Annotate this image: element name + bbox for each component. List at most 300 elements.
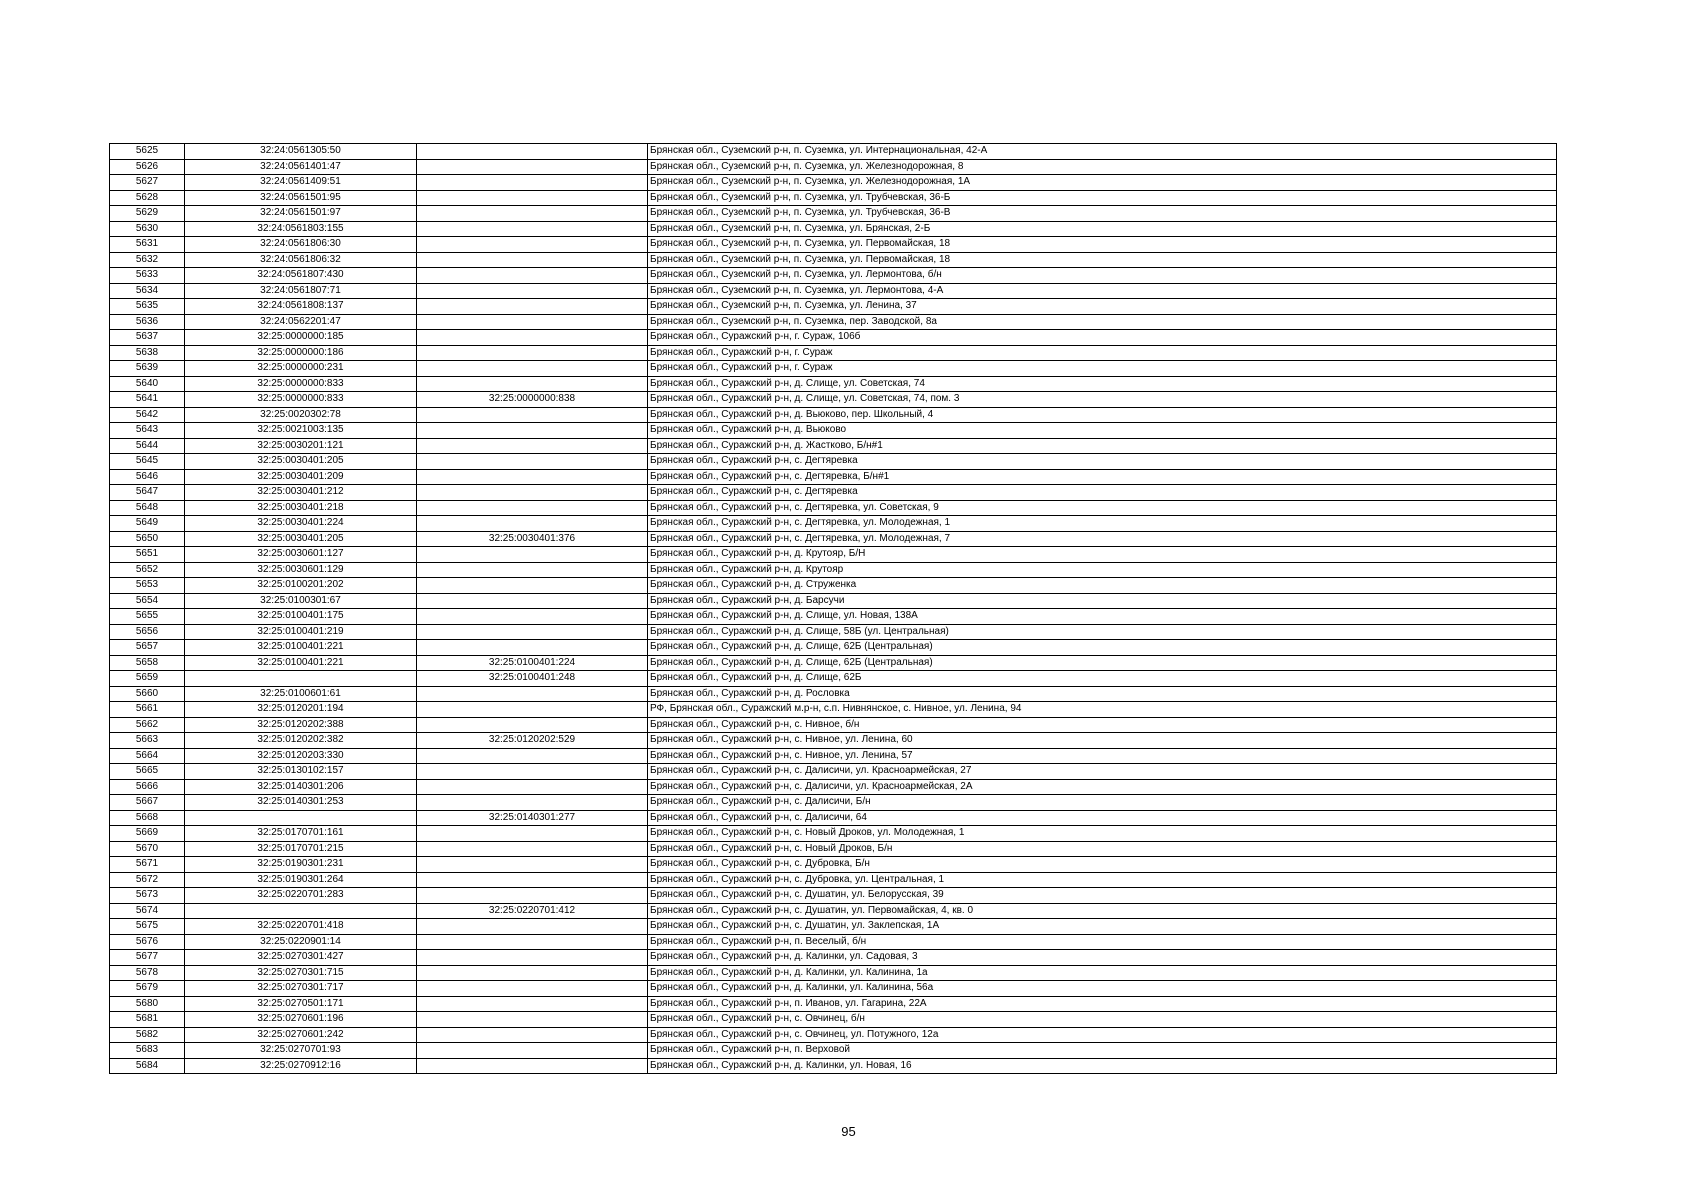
row-number-cell: 5644 [110,438,185,454]
table-row [110,733,1557,749]
cadastral-number-cell: 32:25:0270601:242 [185,1027,417,1043]
cadastral-number-cell: 32:25:0030401:209 [185,469,417,485]
related-cadastral-number-cell [417,779,648,795]
cadastral-number-cell: 32:24:0561808:137 [185,299,417,315]
registry-table-body [110,144,1557,1074]
address-cell: Брянская обл., Суземский р-н, п. Суземка, ул. Первомайская, 18 [648,237,1557,253]
row-number-cell: 5671 [110,857,185,873]
cadastral-number-cell: 32:25:0270501:171 [185,996,417,1012]
table-row [110,516,1557,532]
related-cadastral-number-cell [417,826,648,842]
row-number-cell: 5634 [110,283,185,299]
related-cadastral-number-cell [417,423,648,439]
cadastral-number-cell: 32:24:0561501:95 [185,190,417,206]
table-row [110,500,1557,516]
cadastral-number-cell: 32:25:0030401:205 [185,531,417,547]
table-row [110,795,1557,811]
cadastral-number-cell: 32:24:0561501:97 [185,206,417,222]
cadastral-number-cell: 32:25:0270912:16 [185,1058,417,1074]
address-cell: Брянская обл., Суражский р-н, с. Душатин, ул. Белорусская, 39 [648,888,1557,904]
cadastral-number-cell: 32:25:0030401:212 [185,485,417,501]
table-row [110,748,1557,764]
table-row [110,469,1557,485]
row-number-cell: 5639 [110,361,185,377]
related-cadastral-number-cell [417,562,648,578]
cadastral-number-cell: 32:25:0140301:206 [185,779,417,795]
row-number-cell: 5683 [110,1043,185,1059]
row-number-cell: 5666 [110,779,185,795]
cadastral-number-cell [185,903,417,919]
row-number-cell: 5657 [110,640,185,656]
related-cadastral-number-cell [417,609,648,625]
related-cadastral-number-cell [417,795,648,811]
table-row [110,330,1557,346]
related-cadastral-number-cell [417,469,648,485]
table-row [110,950,1557,966]
table-row [110,671,1557,687]
row-number-cell: 5641 [110,392,185,408]
cadastral-number-cell: 32:24:0561807:430 [185,268,417,284]
table-row [110,826,1557,842]
address-cell: РФ, Брянская обл., Суражский м.р-н, с.п. Нивнянское, с. Нивное, ул. Ленина, 94 [648,702,1557,718]
row-number-cell: 5662 [110,717,185,733]
row-number-cell: 5653 [110,578,185,594]
cadastral-number-cell: 32:24:0561401:47 [185,159,417,175]
related-cadastral-number-cell [417,516,648,532]
row-number-cell: 5660 [110,686,185,702]
related-cadastral-number-cell: 32:25:0030401:376 [417,531,648,547]
row-number-cell: 5680 [110,996,185,1012]
related-cadastral-number-cell [417,748,648,764]
address-cell: Брянская обл., Суземский р-н, п. Суземка, ул. Трубчевская, 36-В [648,206,1557,222]
row-number-cell: 5674 [110,903,185,919]
address-cell: Брянская обл., Суражский р-н, г. Сураж, 106б [648,330,1557,346]
table-row [110,221,1557,237]
related-cadastral-number-cell [417,159,648,175]
table-row [110,423,1557,439]
table-row [110,175,1557,191]
cadastral-number-cell: 32:25:0100601:61 [185,686,417,702]
address-cell: Брянская обл., Суражский р-н, д. Слище, 62Б (Центральная) [648,640,1557,656]
table-row [110,1058,1557,1074]
address-cell: Брянская обл., Суражский р-н, с. Овчинец, б/н [648,1012,1557,1028]
table-row [110,655,1557,671]
related-cadastral-number-cell [417,981,648,997]
related-cadastral-number-cell [417,888,648,904]
related-cadastral-number-cell: 32:25:0000000:838 [417,392,648,408]
cadastral-number-cell: 32:25:0220701:283 [185,888,417,904]
row-number-cell: 5670 [110,841,185,857]
cadastral-number-cell: 32:25:0170701:215 [185,841,417,857]
row-number-cell: 5630 [110,221,185,237]
cadastral-number-cell: 32:25:0000000:833 [185,376,417,392]
row-number-cell: 5669 [110,826,185,842]
related-cadastral-number-cell [417,268,648,284]
address-cell: Брянская обл., Суражский р-н, п. Верховой [648,1043,1557,1059]
table-row [110,578,1557,594]
related-cadastral-number-cell [417,1012,648,1028]
address-cell: Брянская обл., Суражский р-н, с. Дегтяревка, ул. Молодежная, 1 [648,516,1557,532]
address-cell: Брянская обл., Суражский р-н, д. Слище, 62Б [648,671,1557,687]
address-cell: Брянская обл., Суземский р-н, п. Суземка, ул. Интернациональная, 42-А [648,144,1557,160]
table-row [110,283,1557,299]
row-number-cell: 5646 [110,469,185,485]
address-cell: Брянская обл., Суражский р-н, с. Далисичи, ул. Красноармейская, 27 [648,764,1557,780]
table-row [110,299,1557,315]
table-row [110,485,1557,501]
table-row [110,562,1557,578]
address-cell: Брянская обл., Суземский р-н, п. Суземка, ул. Брянская, 2-Б [648,221,1557,237]
related-cadastral-number-cell [417,206,648,222]
address-cell: Брянская обл., Суражский р-н, с. Дегтяревка, ул. Советская, 9 [648,500,1557,516]
address-cell: Брянская обл., Суражский р-н, с. Нивное, ул. Ленина, 57 [648,748,1557,764]
row-number-cell: 5642 [110,407,185,423]
row-number-cell: 5633 [110,268,185,284]
table-row [110,1027,1557,1043]
table-row [110,640,1557,656]
table-row [110,1043,1557,1059]
row-number-cell: 5638 [110,345,185,361]
table-row [110,857,1557,873]
cadastral-number-cell: 32:25:0100401:219 [185,624,417,640]
registry-table [109,143,1557,1074]
cadastral-number-cell: 32:25:0140301:253 [185,795,417,811]
table-row [110,888,1557,904]
related-cadastral-number-cell [417,252,648,268]
related-cadastral-number-cell [417,686,648,702]
row-number-cell: 5673 [110,888,185,904]
address-cell: Брянская обл., Суземский р-н, п. Суземка, ул. Железнодорожная, 1А [648,175,1557,191]
address-cell: Брянская обл., Суражский р-н, с. Дегтяревка [648,485,1557,501]
row-number-cell: 5637 [110,330,185,346]
row-number-cell: 5679 [110,981,185,997]
address-cell: Брянская обл., Суражский р-н, д. Жастково, Б/н#1 [648,438,1557,454]
address-cell: Брянская обл., Суражский р-н, с. Далисичи, Б/н [648,795,1557,811]
row-number-cell: 5649 [110,516,185,532]
address-cell: Брянская обл., Суражский р-н, д. Рословка [648,686,1557,702]
cadastral-number-cell: 32:25:0000000:231 [185,361,417,377]
cadastral-number-cell: 32:24:0561803:155 [185,221,417,237]
cadastral-number-cell: 32:24:0561806:32 [185,252,417,268]
cadastral-number-cell: 32:25:0000000:186 [185,345,417,361]
table-row [110,1012,1557,1028]
related-cadastral-number-cell [417,547,648,563]
row-number-cell: 5635 [110,299,185,315]
row-number-cell: 5658 [110,655,185,671]
row-number-cell: 5663 [110,733,185,749]
address-cell: Брянская обл., Суражский р-н, с. Дегтяревка, Б/н#1 [648,469,1557,485]
address-cell: Брянская обл., Суражский р-н, с. Дубровка, Б/н [648,857,1557,873]
related-cadastral-number-cell [417,485,648,501]
row-number-cell: 5629 [110,206,185,222]
cadastral-number-cell: 32:25:0100301:67 [185,593,417,609]
address-cell: Брянская обл., Суражский р-н, п. Веселый, б/н [648,934,1557,950]
related-cadastral-number-cell [417,934,648,950]
cadastral-number-cell: 32:25:0030601:127 [185,547,417,563]
cadastral-number-cell: 32:24:0561305:50 [185,144,417,160]
related-cadastral-number-cell [417,624,648,640]
address-cell: Брянская обл., Суражский р-н, с. Дубровка, ул. Центральная, 1 [648,872,1557,888]
table-row [110,345,1557,361]
row-number-cell: 5656 [110,624,185,640]
related-cadastral-number-cell [417,702,648,718]
related-cadastral-number-cell [417,438,648,454]
related-cadastral-number-cell [417,500,648,516]
address-cell: Брянская обл., Суземский р-н, п. Суземка, ул. Лермонтова, б/н [648,268,1557,284]
cadastral-number-cell: 32:25:0021003:135 [185,423,417,439]
row-number-cell: 5667 [110,795,185,811]
cadastral-number-cell: 32:25:0030201:121 [185,438,417,454]
related-cadastral-number-cell [417,1058,648,1074]
row-number-cell: 5631 [110,237,185,253]
cadastral-number-cell: 32:25:0120203:330 [185,748,417,764]
address-cell: Брянская обл., Суражский р-н, с. Нивное, б/н [648,717,1557,733]
cadastral-number-cell: 32:25:0100401:221 [185,640,417,656]
related-cadastral-number-cell [417,593,648,609]
cadastral-number-cell [185,671,417,687]
row-number-cell: 5636 [110,314,185,330]
address-cell: Брянская обл., Суражский р-н, с. Далисичи, ул. Красноармейская, 2А [648,779,1557,795]
cadastral-number-cell: 32:25:0100401:221 [185,655,417,671]
table-row [110,531,1557,547]
related-cadastral-number-cell [417,965,648,981]
related-cadastral-number-cell [417,1027,648,1043]
address-cell: Брянская обл., Суражский р-н, с. Душатин, ул. Первомайская, 4, кв. 0 [648,903,1557,919]
row-number-cell: 5625 [110,144,185,160]
related-cadastral-number-cell: 32:25:0120202:529 [417,733,648,749]
cadastral-number-cell: 32:24:0561409:51 [185,175,417,191]
cadastral-number-cell: 32:24:0561807:71 [185,283,417,299]
address-cell: Брянская обл., Суземский р-н, п. Суземка, ул. Лермонтова, 4-А [648,283,1557,299]
cadastral-number-cell: 32:25:0030401:224 [185,516,417,532]
row-number-cell: 5650 [110,531,185,547]
cadastral-number-cell: 32:25:0190301:231 [185,857,417,873]
cadastral-number-cell: 32:25:0030401:218 [185,500,417,516]
table-row [110,810,1557,826]
table-row [110,841,1557,857]
table-row [110,252,1557,268]
table-row [110,454,1557,470]
related-cadastral-number-cell: 32:25:0100401:224 [417,655,648,671]
row-number-cell: 5681 [110,1012,185,1028]
address-cell: Брянская обл., Суземский р-н, п. Суземка, ул. Железнодорожная, 8 [648,159,1557,175]
address-cell: Брянская обл., Суражский р-н, д. Слище, ул. Советская, 74, пом. 3 [648,392,1557,408]
table-row [110,764,1557,780]
table-row [110,872,1557,888]
address-cell: Брянская обл., Суражский р-н, с. Далисичи, 64 [648,810,1557,826]
address-cell: Брянская обл., Суражский р-н, д. Слище, 58Б (ул. Центральная) [648,624,1557,640]
related-cadastral-number-cell [417,345,648,361]
row-number-cell: 5668 [110,810,185,826]
cadastral-number-cell: 32:25:0270301:717 [185,981,417,997]
related-cadastral-number-cell [417,237,648,253]
related-cadastral-number-cell [417,314,648,330]
row-number-cell: 5645 [110,454,185,470]
address-cell: Брянская обл., Суражский р-н, д. Калинки, ул. Калинина, 1а [648,965,1557,981]
row-number-cell: 5682 [110,1027,185,1043]
cadastral-number-cell: 32:25:0030401:205 [185,454,417,470]
address-cell: Брянская обл., Суражский р-н, д. Крутояр, Б/Н [648,547,1557,563]
row-number-cell: 5661 [110,702,185,718]
address-cell: Брянская обл., Суражский р-н, с. Новый Дроков, Б/н [648,841,1557,857]
cadastral-number-cell: 32:25:0130102:157 [185,764,417,780]
address-cell: Брянская обл., Суземский р-н, п. Суземка, ул. Первомайская, 18 [648,252,1557,268]
row-number-cell: 5675 [110,919,185,935]
table-row [110,996,1557,1012]
cadastral-number-cell: 32:25:0270701:93 [185,1043,417,1059]
address-cell: Брянская обл., Суражский р-н, д. Крутояр [648,562,1557,578]
address-cell: Брянская обл., Суражский р-н, п. Иванов, ул. Гагарина, 22А [648,996,1557,1012]
address-cell: Брянская обл., Суражский р-н, с. Дегтяревка, ул. Молодежная, 7 [648,531,1557,547]
table-row [110,237,1557,253]
address-cell: Брянская обл., Суземский р-н, п. Суземка, пер. Заводской, 8а [648,314,1557,330]
row-number-cell: 5651 [110,547,185,563]
address-cell: Брянская обл., Суражский р-н, д. Слище, 62Б (Центральная) [648,655,1557,671]
cadastral-number-cell: 32:25:0020302:78 [185,407,417,423]
table-row [110,159,1557,175]
cadastral-number-cell: 32:25:0220701:418 [185,919,417,935]
row-number-cell: 5659 [110,671,185,687]
table-row [110,268,1557,284]
table-row [110,903,1557,919]
cadastral-number-cell: 32:25:0100201:202 [185,578,417,594]
row-number-cell: 5676 [110,934,185,950]
row-number-cell: 5678 [110,965,185,981]
address-cell: Брянская обл., Суражский р-н, г. Сураж [648,345,1557,361]
related-cadastral-number-cell [417,407,648,423]
row-number-cell: 5643 [110,423,185,439]
table-row [110,919,1557,935]
related-cadastral-number-cell [417,872,648,888]
table-row [110,981,1557,997]
related-cadastral-number-cell [417,1043,648,1059]
row-number-cell: 5655 [110,609,185,625]
address-cell: Брянская обл., Суражский р-н, д. Калинки, ул. Садовая, 3 [648,950,1557,966]
row-number-cell: 5627 [110,175,185,191]
cadastral-number-cell [185,810,417,826]
related-cadastral-number-cell [417,857,648,873]
related-cadastral-number-cell [417,764,648,780]
related-cadastral-number-cell [417,376,648,392]
table-row [110,779,1557,795]
related-cadastral-number-cell [417,299,648,315]
row-number-cell: 5654 [110,593,185,609]
table-row [110,438,1557,454]
address-cell: Брянская обл., Суражский р-н, д. Калинки, ул. Калинина, 56а [648,981,1557,997]
cadastral-number-cell: 32:25:0000000:185 [185,330,417,346]
address-cell: Брянская обл., Суземский р-н, п. Суземка, ул. Ленина, 37 [648,299,1557,315]
address-cell: Брянская обл., Суражский р-н, д. Вьюково, пер. Школьный, 4 [648,407,1557,423]
cadastral-number-cell: 32:25:0220901:14 [185,934,417,950]
related-cadastral-number-cell: 32:25:0100401:248 [417,671,648,687]
cadastral-number-cell: 32:25:0000000:833 [185,392,417,408]
row-number-cell: 5628 [110,190,185,206]
related-cadastral-number-cell [417,144,648,160]
table-row [110,934,1557,950]
related-cadastral-number-cell [417,919,648,935]
table-row [110,593,1557,609]
address-cell: Брянская обл., Суражский р-н, д. Барсучи [648,593,1557,609]
cadastral-number-cell: 32:25:0170701:161 [185,826,417,842]
address-cell: Брянская обл., Суражский р-н, с. Душатин, ул. Заклепская, 1А [648,919,1557,935]
row-number-cell: 5665 [110,764,185,780]
address-cell: Брянская обл., Суражский р-н, с. Овчинец, ул. Потужного, 12а [648,1027,1557,1043]
related-cadastral-number-cell [417,221,648,237]
table-row [110,144,1557,160]
address-cell: Брянская обл., Суражский р-н, с. Новый Дроков, ул. Молодежная, 1 [648,826,1557,842]
address-cell: Брянская обл., Суражский р-н, с. Дегтяревка [648,454,1557,470]
table-row [110,190,1557,206]
row-number-cell: 5652 [110,562,185,578]
related-cadastral-number-cell [417,996,648,1012]
related-cadastral-number-cell [417,578,648,594]
address-cell: Брянская обл., Суражский р-н, г. Сураж [648,361,1557,377]
related-cadastral-number-cell [417,640,648,656]
table-row [110,361,1557,377]
address-cell: Брянская обл., Суражский р-н, д. Слище, ул. Советская, 74 [648,376,1557,392]
cadastral-number-cell: 32:25:0270301:715 [185,965,417,981]
cadastral-number-cell: 32:25:0270601:196 [185,1012,417,1028]
row-number-cell: 5640 [110,376,185,392]
table-row [110,376,1557,392]
cadastral-number-cell: 32:25:0120202:388 [185,717,417,733]
table-row [110,314,1557,330]
related-cadastral-number-cell [417,361,648,377]
row-number-cell: 5648 [110,500,185,516]
page-number: 95 [841,1124,856,1139]
row-number-cell: 5677 [110,950,185,966]
table-row [110,407,1557,423]
cadastral-number-cell: 32:24:0562201:47 [185,314,417,330]
address-cell: Брянская обл., Суражский р-н, д. Струженка [648,578,1557,594]
table-row [110,392,1557,408]
table-row [110,624,1557,640]
table-row [110,547,1557,563]
cadastral-number-cell: 32:25:0270301:427 [185,950,417,966]
address-cell: Брянская обл., Суражский р-н, с. Нивное, ул. Ленина, 60 [648,733,1557,749]
cadastral-number-cell: 32:25:0120202:382 [185,733,417,749]
row-number-cell: 5647 [110,485,185,501]
related-cadastral-number-cell [417,717,648,733]
address-cell: Брянская обл., Суражский р-н, д. Слище, ул. Новая, 138А [648,609,1557,625]
table-row [110,609,1557,625]
cadastral-number-cell: 32:24:0561806:30 [185,237,417,253]
row-number-cell: 5684 [110,1058,185,1074]
related-cadastral-number-cell [417,454,648,470]
table-row [110,686,1557,702]
address-cell: Брянская обл., Суражский р-н, д. Вьюково [648,423,1557,439]
cadastral-number-cell: 32:25:0100401:175 [185,609,417,625]
table-row [110,206,1557,222]
row-number-cell: 5664 [110,748,185,764]
row-number-cell: 5632 [110,252,185,268]
related-cadastral-number-cell [417,841,648,857]
cadastral-number-cell: 32:25:0120201:194 [185,702,417,718]
address-cell: Брянская обл., Суражский р-н, д. Калинки, ул. Новая, 16 [648,1058,1557,1074]
related-cadastral-number-cell [417,330,648,346]
cadastral-number-cell: 32:25:0190301:264 [185,872,417,888]
table-row [110,702,1557,718]
row-number-cell: 5672 [110,872,185,888]
table-row [110,717,1557,733]
related-cadastral-number-cell [417,190,648,206]
cadastral-number-cell: 32:25:0030601:129 [185,562,417,578]
related-cadastral-number-cell [417,175,648,191]
related-cadastral-number-cell: 32:25:0220701:412 [417,903,648,919]
related-cadastral-number-cell [417,283,648,299]
related-cadastral-number-cell [417,950,648,966]
related-cadastral-number-cell: 32:25:0140301:277 [417,810,648,826]
